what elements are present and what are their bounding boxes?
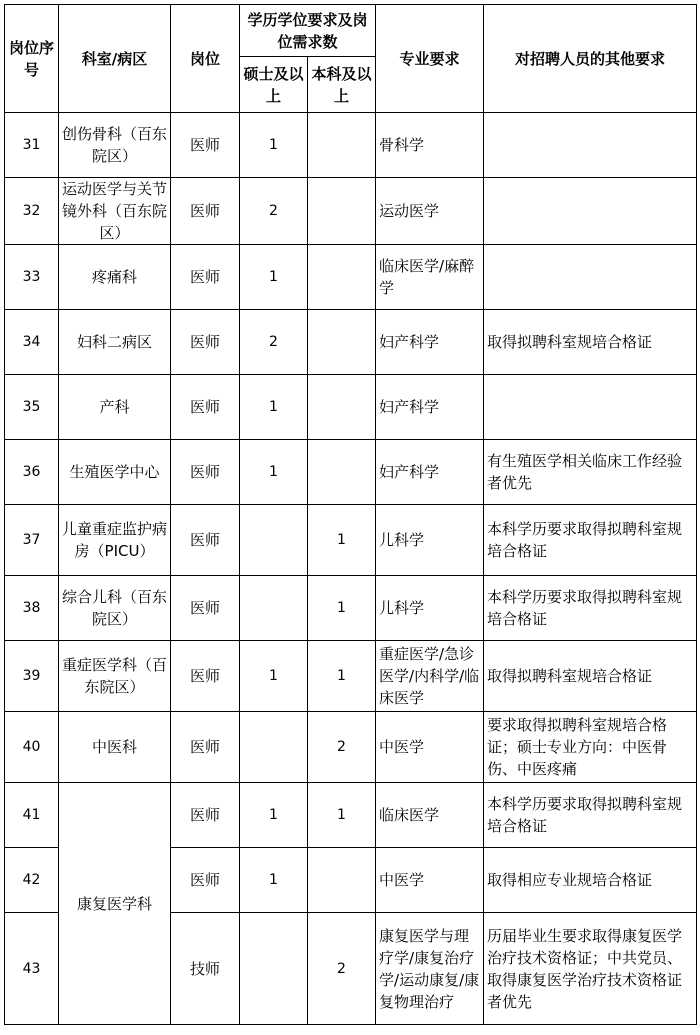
- cell-other: [484, 375, 697, 440]
- cell-other: 取得相应专业规培合格证: [484, 848, 697, 913]
- cell-major: 儿科学: [376, 505, 484, 576]
- header-major: 专业要求: [376, 5, 484, 113]
- cell-master: 1: [240, 848, 308, 913]
- cell-dept: 康复医学科: [59, 783, 171, 1025]
- cell-bachelor: [308, 310, 376, 375]
- cell-major: 儿科学: [376, 576, 484, 641]
- cell-seq: 32: [5, 178, 59, 245]
- table-row: [5, 178, 697, 245]
- cell-major: 中医学: [376, 712, 484, 783]
- cell-seq: 37: [5, 505, 59, 576]
- cell-dept: 妇科二病区: [59, 310, 171, 375]
- table-row: [5, 576, 697, 641]
- cell-master: [240, 712, 308, 783]
- cell-bachelor: [308, 375, 376, 440]
- cell-dept: 重症医学科（百东院区）: [59, 641, 171, 712]
- cell-dept: 儿童重症监护病房（PICU）: [59, 505, 171, 576]
- cell-bachelor: 1: [308, 576, 376, 641]
- table-row: [5, 310, 697, 375]
- table-row: [5, 113, 697, 178]
- cell-dept: 运动医学与关节镜外科（百东院区）: [59, 178, 171, 245]
- cell-major: 康复医学与理疗学/康复治疗学/运动康复/康复物理治疗: [376, 913, 484, 1025]
- header-edu-group: 学历学位要求及岗位需求数: [240, 5, 376, 57]
- cell-other: 历届毕业生要求取得康复医学治疗技术资格证；中共党员、取得康复医学治疗技术资格证者优先: [484, 913, 697, 1025]
- cell-master: 1: [240, 641, 308, 712]
- cell-position: 医师: [171, 783, 240, 848]
- cell-dept: 创伤骨科（百东院区）: [59, 113, 171, 178]
- header-dept: 科室/病区: [59, 5, 171, 113]
- cell-major: 重症医学/急诊医学/内科学/临床医学: [376, 641, 484, 712]
- cell-other: 取得拟聘科室规培合格证: [484, 310, 697, 375]
- cell-master: 1: [240, 440, 308, 505]
- cell-seq: 35: [5, 375, 59, 440]
- cell-position: 技师: [171, 913, 240, 1025]
- cell-position: 医师: [171, 505, 240, 576]
- cell-major: 临床医学/麻醉学: [376, 245, 484, 310]
- cell-seq: 39: [5, 641, 59, 712]
- cell-master: [240, 505, 308, 576]
- cell-master: 2: [240, 310, 308, 375]
- cell-position: 医师: [171, 310, 240, 375]
- cell-other: 本科学历要求取得拟聘科室规培合格证: [484, 505, 697, 576]
- cell-dept: 产科: [59, 375, 171, 440]
- table-row: [5, 440, 697, 505]
- header-master: 硕士及以上: [240, 57, 308, 113]
- cell-bachelor: [308, 245, 376, 310]
- cell-other: 本科学历要求取得拟聘科室规培合格证: [484, 576, 697, 641]
- cell-seq: 33: [5, 245, 59, 310]
- cell-dept: 生殖医学中心: [59, 440, 171, 505]
- cell-position: 医师: [171, 178, 240, 245]
- cell-bachelor: 1: [308, 641, 376, 712]
- cell-seq: 40: [5, 712, 59, 783]
- cell-seq: 31: [5, 113, 59, 178]
- table-row: [5, 641, 697, 712]
- cell-master: 1: [240, 375, 308, 440]
- cell-position: 医师: [171, 712, 240, 783]
- cell-dept: 疼痛科: [59, 245, 171, 310]
- cell-seq: 41: [5, 783, 59, 848]
- table-row: [5, 505, 697, 576]
- cell-dept: 中医科: [59, 712, 171, 783]
- cell-master: 1: [240, 245, 308, 310]
- cell-position: 医师: [171, 113, 240, 178]
- cell-other: 本科学历要求取得拟聘科室规培合格证: [484, 783, 697, 848]
- cell-seq: 34: [5, 310, 59, 375]
- header-bachelor: 本科及以上: [308, 57, 376, 113]
- cell-position: 医师: [171, 848, 240, 913]
- table-row: [5, 712, 697, 783]
- cell-master: [240, 576, 308, 641]
- cell-seq: 38: [5, 576, 59, 641]
- cell-other: 取得拟聘科室规培合格证: [484, 641, 697, 712]
- table-row: [5, 245, 697, 310]
- cell-seq: 36: [5, 440, 59, 505]
- cell-position: 医师: [171, 245, 240, 310]
- header-seq: 岗位序号: [5, 5, 59, 113]
- cell-major: 妇产科学: [376, 375, 484, 440]
- cell-major: 临床医学: [376, 783, 484, 848]
- cell-other: 有生殖医学相关临床工作经验者优先: [484, 440, 697, 505]
- cell-bachelor: 1: [308, 505, 376, 576]
- cell-other: [484, 113, 697, 178]
- cell-position: 医师: [171, 440, 240, 505]
- cell-major: 妇产科学: [376, 310, 484, 375]
- table-row: [5, 783, 697, 848]
- cell-bachelor: [308, 848, 376, 913]
- cell-bachelor: [308, 113, 376, 178]
- cell-bachelor: 1: [308, 783, 376, 848]
- cell-seq: 42: [5, 848, 59, 913]
- cell-bachelor: [308, 440, 376, 505]
- header-position: 岗位: [171, 5, 240, 113]
- cell-major: 中医学: [376, 848, 484, 913]
- header-other: 对招聘人员的其他要求: [484, 5, 697, 113]
- cell-position: 医师: [171, 641, 240, 712]
- cell-major: 运动医学: [376, 178, 484, 245]
- cell-major: 妇产科学: [376, 440, 484, 505]
- cell-dept: 综合儿科（百东院区）: [59, 576, 171, 641]
- cell-master: [240, 913, 308, 1025]
- cell-other: 要求取得拟聘科室规培合格证；硕士专业方向：中医骨伤、中医疼痛: [484, 712, 697, 783]
- cell-position: 医师: [171, 375, 240, 440]
- cell-bachelor: [308, 178, 376, 245]
- table-row: [5, 375, 697, 440]
- cell-master: 1: [240, 783, 308, 848]
- cell-bachelor: 2: [308, 712, 376, 783]
- cell-other: [484, 178, 697, 245]
- cell-major: 骨科学: [376, 113, 484, 178]
- recruitment-table: [4, 4, 697, 1025]
- cell-position: 医师: [171, 576, 240, 641]
- cell-master: 1: [240, 113, 308, 178]
- cell-master: 2: [240, 178, 308, 245]
- cell-bachelor: 2: [308, 913, 376, 1025]
- cell-other: [484, 245, 697, 310]
- cell-seq: 43: [5, 913, 59, 1025]
